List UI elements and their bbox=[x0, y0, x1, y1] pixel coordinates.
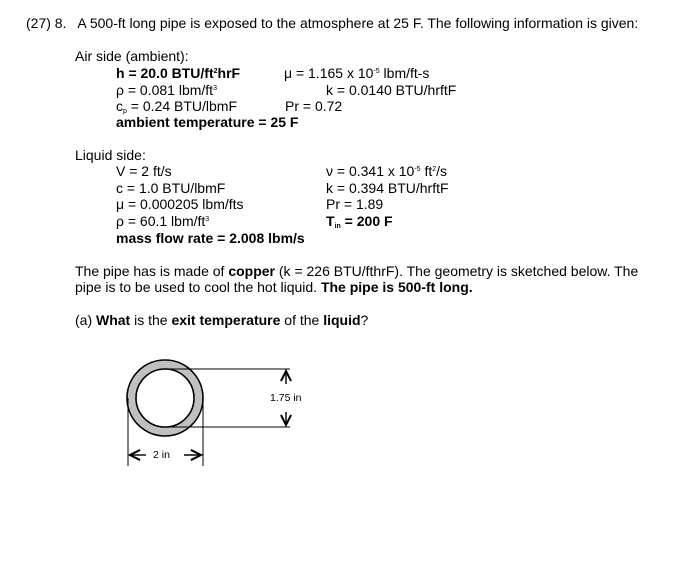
question-a: (a) What is the exit temperature of the liquid? bbox=[75, 312, 369, 328]
liquid-k-value: k = 0.394 BTU/hrftF bbox=[326, 180, 449, 196]
liquid-mass-flow-rate: mass flow rate = 2.008 lbm/s bbox=[116, 230, 305, 246]
pipe-inner-bore bbox=[136, 369, 194, 427]
air-k-value: k = 0.0140 BTU/hrftF bbox=[326, 82, 457, 98]
liquid-pr-value: Pr = 1.89 bbox=[326, 196, 384, 212]
problem-number: (27) 8. bbox=[26, 15, 67, 31]
air-ambient-temperature: ambient temperature = 25 F bbox=[116, 114, 299, 130]
air-mu-value: μ = 1.165 x $10^{-5}$ lbm/ft-s bbox=[284, 65, 430, 81]
liquid-side-heading: Liquid side: bbox=[75, 147, 146, 163]
problem-text: A 500-ft long pipe is exposed to the atmosphere at 25 F. The following information is given: bbox=[77, 15, 639, 31]
air-cp-value: $c_p = 0.24$ BTU/lbmF bbox=[116, 98, 237, 115]
inner-diameter-label: 1.75 in bbox=[270, 392, 302, 404]
paragraph-line-2: pipe is to be used to cool the hot liquid. The pipe is 500-ft long. bbox=[75, 279, 473, 295]
liquid-mu-value: μ = 0.000205 lbm/fts bbox=[116, 196, 244, 212]
liquid-velocity-value: V = 2 ft/s bbox=[116, 163, 172, 179]
air-rho-value: ρ = 0.081 lbm/$ft^3$ bbox=[116, 82, 217, 98]
liquid-nu-value: ν = 0.341 x $10^{-5}$ $ft^2/s$ bbox=[326, 163, 448, 179]
air-pr-value: Pr = 0.72 bbox=[285, 98, 343, 114]
outer-diameter-label: 2 in bbox=[153, 449, 170, 461]
air-side-heading: Air side (ambient): bbox=[75, 48, 189, 64]
liquid-tin-value: $T_{in} = 200$ F bbox=[326, 213, 393, 230]
liquid-c-value: c = 1.0 BTU/lbmF bbox=[116, 180, 226, 196]
liquid-rho-value: ρ = 60.1 lbm/$ft^3$ bbox=[116, 213, 210, 229]
paragraph-line-1: The pipe has is made of copper (k = 226 BTU/fthrF). The geometry is sketched below. The bbox=[75, 263, 639, 279]
air-h-value: h = 20.0 BTU/$ft^2hrF$ bbox=[116, 65, 241, 81]
